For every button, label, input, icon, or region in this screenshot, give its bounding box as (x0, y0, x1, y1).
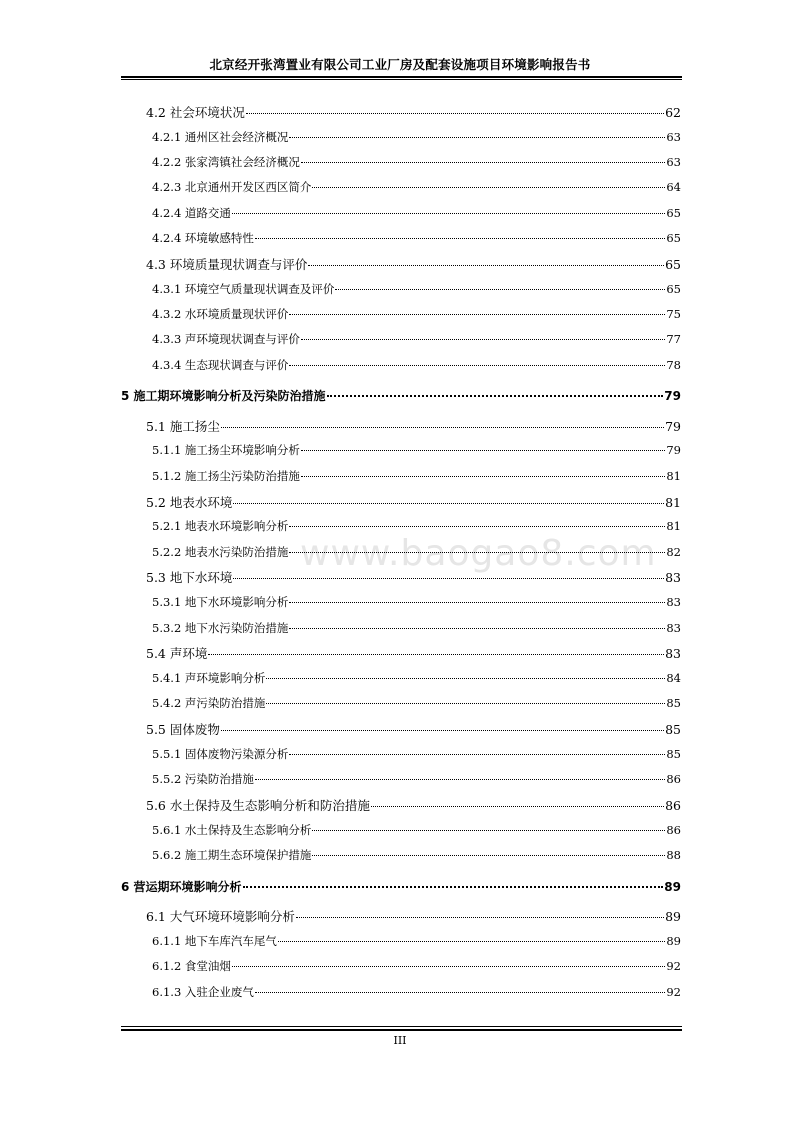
toc-entry-page: 65 (666, 205, 681, 220)
toc-dot-leader (289, 616, 665, 629)
toc-dot-leader (278, 930, 665, 943)
toc-dot-leader (255, 980, 665, 993)
toc-dot-leader (289, 515, 665, 528)
page-number: III (393, 1034, 407, 1047)
toc-dot-leader (266, 692, 665, 705)
toc-dot-leader (221, 414, 664, 428)
toc-entry-page: 81 (666, 468, 681, 483)
page-header-title: 北京经开张湾置业有限公司工业厂房及配套设施项目环境影响报告书 (209, 57, 591, 72)
toc-entry[interactable] (152, 933, 681, 951)
toc-entry-page: 63 (666, 155, 681, 170)
toc-entry-page: 83 (666, 595, 681, 610)
toc-entry-page: 79 (665, 418, 681, 434)
toc-dot-leader (289, 591, 665, 604)
toc-entry-page: 78 (666, 357, 681, 372)
toc-dot-leader (308, 252, 664, 266)
toc-entry[interactable] (152, 154, 681, 172)
toc-entry[interactable] (152, 305, 681, 323)
toc-entry-label: 5.2 地表水环境 (146, 494, 233, 510)
toc-entry-label: 4.2.1 通州区社会经济概况 (152, 129, 289, 144)
toc-entry-page: 62 (665, 105, 681, 120)
toc-dot-leader (296, 905, 664, 919)
footer-rule-thin (121, 1026, 682, 1027)
toc-entry-label: 4.2.3 北京通州开发区西区简介 (152, 180, 312, 195)
toc-dot-leader (312, 176, 665, 189)
toc-entry[interactable] (146, 493, 681, 511)
toc-entry-label: 5.5.2 污染防治措施 (152, 772, 254, 787)
toc-entry-page: 83 (665, 646, 681, 662)
toc-dot-leader (289, 743, 665, 756)
toc-entry[interactable] (152, 179, 681, 197)
toc-entry[interactable] (146, 644, 681, 662)
toc-entry[interactable] (152, 331, 681, 349)
toc-dot-leader (233, 566, 664, 580)
toc-entry-label: 5.3 地下水环境 (146, 570, 233, 586)
toc-dot-leader (232, 201, 665, 214)
toc-entry-page: 82 (666, 544, 681, 559)
toc-dot-leader (243, 874, 664, 888)
toc-entry[interactable] (152, 619, 681, 637)
toc-dot-leader (289, 353, 665, 366)
toc-dot-leader (289, 302, 665, 315)
toc-entry[interactable] (146, 907, 681, 925)
toc-entry[interactable] (121, 877, 681, 895)
toc-entry-page: 81 (666, 519, 681, 534)
toc-dot-leader (301, 328, 665, 341)
toc-entry[interactable] (152, 467, 681, 485)
footer-rule (121, 1029, 682, 1031)
toc-entry[interactable] (152, 821, 681, 839)
toc-entry[interactable] (152, 280, 681, 298)
toc-entry-label: 4.2.2 张家湾镇社会经济概况 (152, 155, 300, 170)
toc-entry[interactable] (152, 695, 681, 713)
toc-entry-label: 4.2.4 道路交通 (152, 205, 231, 220)
toc-entry-label: 4.3.3 声环境现状调查与评价 (152, 332, 300, 347)
toc-entry-page: 79 (664, 389, 681, 404)
toc-entry-label: 5.6 水土保持及生态影响分析和防治措施 (146, 798, 370, 814)
toc-dot-leader (312, 844, 665, 857)
toc-entry-label: 4.3.2 水环境质量现状评价 (152, 306, 289, 321)
toc-entry-page: 79 (666, 443, 681, 458)
toc-entry-page: 85 (665, 722, 681, 738)
toc-dot-leader (327, 383, 664, 397)
toc-entry[interactable] (146, 720, 681, 738)
toc-entry[interactable] (121, 386, 681, 404)
toc-entry[interactable] (152, 746, 681, 764)
toc-entry-page: 63 (666, 129, 681, 144)
toc-entry-label: 5.5.1 固体废物污染源分析 (152, 747, 289, 761)
toc-entry-label: 6.1.1 地下车库汽车尾气 (152, 934, 277, 949)
toc-entry[interactable] (152, 594, 681, 612)
toc-entry[interactable] (152, 543, 681, 561)
toc-entry-label: 5.4.1 声环境影响分析 (152, 671, 266, 686)
toc-entry-page: 83 (665, 570, 681, 586)
toc-entry-page: 64 (666, 180, 681, 195)
toc-entry-label: 4.3 环境质量现状调查与评价 (146, 256, 308, 272)
toc-entry[interactable] (152, 771, 681, 789)
toc-dot-leader (246, 101, 664, 115)
toc-dot-leader (255, 768, 665, 781)
toc-entry-page: 89 (665, 909, 681, 925)
toc-entry-page: 77 (666, 332, 681, 347)
toc-dot-leader (301, 439, 665, 452)
toc-dot-leader (312, 818, 665, 831)
toc-entry[interactable] (152, 670, 681, 688)
toc-entry-label: 4.3.1 环境空气质量现状调查及评价 (152, 281, 335, 296)
toc-entry-page: 86 (666, 822, 681, 837)
toc-dot-leader (208, 642, 664, 656)
toc-dot-leader (301, 464, 665, 477)
toc-entry[interactable] (152, 356, 681, 374)
toc-entry[interactable] (152, 518, 681, 536)
toc-entry-page: 81 (665, 494, 681, 510)
toc-entry-label: 5.1.2 施工扬尘污染防治措施 (152, 468, 300, 483)
toc-entry-label: 5.3.1 地下水环境影响分析 (152, 595, 289, 610)
toc-entry-page: 85 (666, 696, 681, 711)
toc-entry-label: 5.1 施工扬尘 (146, 418, 220, 434)
toc-entry-label: 6 营运期环境影响分析 (121, 880, 242, 894)
toc-entry-page: 83 (666, 620, 681, 635)
toc-entry-page: 85 (666, 747, 681, 761)
toc-dot-leader (371, 794, 664, 808)
toc-dot-leader (289, 125, 665, 138)
toc-entry-page: 65 (665, 256, 681, 272)
toc-entry-label: 6.1.3 入驻企业废气 (152, 984, 254, 999)
toc-entry[interactable] (152, 983, 681, 1001)
toc-entry[interactable] (152, 442, 681, 460)
toc-entry-page: 92 (666, 959, 681, 974)
toc-dot-leader (233, 490, 664, 504)
toc-entry[interactable] (152, 230, 681, 248)
toc-entry-label: 5.6.1 水土保持及生态影响分析 (152, 822, 312, 837)
toc-entry-label: 5.4 声环境 (146, 646, 208, 662)
toc-entry[interactable] (146, 417, 681, 435)
toc-entry[interactable] (146, 103, 681, 121)
toc-entry[interactable] (152, 128, 681, 146)
toc-entry-label: 5.1.1 施工扬尘环境影响分析 (152, 443, 300, 458)
toc-entry-label: 5 施工期环境影响分析及污染防治措施 (121, 389, 326, 404)
toc-entry-page: 65 (666, 231, 681, 245)
toc-entry-label: 5.2.2 地表水污染防治措施 (152, 544, 289, 559)
toc-entry-label: 5.6.2 施工期生态环境保护措施 (152, 848, 312, 863)
toc-entry-label: 6.1.2 食堂油烟 (152, 959, 231, 974)
toc-entry-page: 86 (665, 798, 681, 814)
toc-dot-leader (301, 151, 665, 164)
toc-entry-label: 4.3.4 生态现状调查与评价 (152, 357, 289, 372)
toc-entry-label: 5.4.2 声污染防治措施 (152, 696, 266, 711)
toc-entry[interactable] (146, 255, 681, 273)
toc-entry-label: 6.1 大气环境环境影响分析 (146, 909, 295, 925)
toc-entry-page: 86 (666, 772, 681, 787)
toc-dot-leader (266, 667, 665, 680)
toc-entry[interactable] (152, 204, 681, 222)
toc-entry-label: 4.2 社会环境状况 (146, 105, 245, 120)
toc-entry-label: 5.2.1 地表水环境影响分析 (152, 519, 289, 534)
toc-entry-label: 5.3.2 地下水污染防治措施 (152, 620, 289, 635)
toc-entry-label: 5.5 固体废物 (146, 722, 220, 738)
toc-entry-page: 65 (666, 281, 681, 296)
toc-entry-page: 84 (666, 671, 681, 686)
toc-entry[interactable] (146, 796, 681, 814)
toc-entry-page: 92 (666, 984, 681, 999)
toc-dot-leader (221, 718, 664, 732)
toc-dot-leader (255, 227, 665, 240)
toc-entry-page: 88 (666, 848, 681, 863)
toc-entry[interactable] (152, 847, 681, 865)
toc-entry-label: 4.2.4 环境敏感特性 (152, 231, 254, 245)
toc-entry[interactable] (152, 958, 681, 976)
toc-entry-page: 89 (664, 880, 681, 894)
toc-entry-page: 75 (666, 306, 681, 321)
toc-dot-leader (232, 955, 665, 968)
toc-entry[interactable] (146, 568, 681, 586)
toc-entry-page: 89 (666, 934, 681, 949)
watermark: www.baogao8.com (300, 533, 657, 574)
toc-dot-leader (289, 540, 665, 553)
toc-dot-leader (335, 277, 665, 290)
